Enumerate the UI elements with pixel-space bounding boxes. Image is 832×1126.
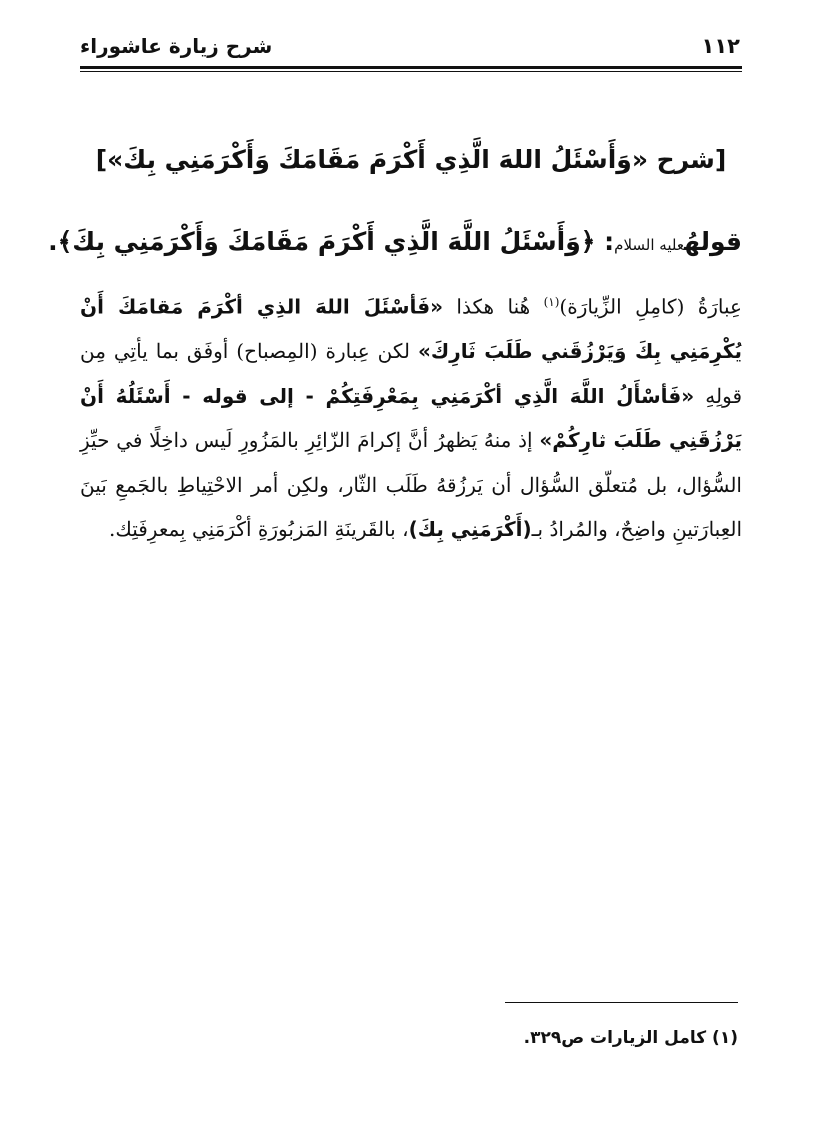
- quoted-phrase-inline: (أَكْرَمَنِي بِكَ): [408, 517, 532, 542]
- commentary-paragraph: [80, 280, 742, 552]
- footnote-separator: [505, 1002, 738, 1003]
- quote-intro: قولهُ: [684, 227, 742, 256]
- quoted-variant-later: «فَأسْأَلُ اللَّهَ الَّذِي أكْرَمَنِي بِمَعْرِفَتِكُمْ - إلى قوله - أَسْئَلُهُ أَنْ يَرْزُقَنِي طَلَبَ ثارِكُمْ»: [80, 383, 743, 453]
- body-segment: لكن عِبارة (المِصباح) أوفَق بما يأتِي مِن قولِهِ: [80, 339, 742, 408]
- body-segment: هُنا هكذا: [443, 294, 544, 319]
- footnote: (١) كامل الزيارات ص٣٢٩.: [523, 1028, 738, 1048]
- quoted-variant-kamil: «فَأسْئَلَ اللهَ الذِي أكْرَمَ مَقامَكَ أَنْ يُكْرِمَنِي بِكَ وَيَرْزُقَني طَلَبَ ثَارِكَ»: [80, 294, 743, 364]
- running-header: [80, 28, 740, 64]
- footnote-reference: (١): [543, 295, 560, 309]
- quote-text: : ﴿وَأَسْئَلُ اللَّهَ الَّذِي أَكْرَمَ مَقَامَكَ وَأَكْرَمَنِي بِكَ﴾.: [48, 227, 615, 256]
- honorific-ligature: عليه السلام: [614, 236, 685, 254]
- body-segment: إذ منهُ يَظهرُ أنَّ إكرامَ الزّائِرِ بالمَزُورِ لَيس داخِلًا في حيِّزِ السُّؤال، بل مُتعلّق السُّؤال أن يَرزُقهُ طَلَب الثّار، ولكِن أمر الاحْتِياطِ بالجَمعِ بَينَ العِبارَتينِ واضِحٌ، والمُرادُ بـ: [80, 428, 742, 542]
- quoted-phrase: [48, 220, 742, 267]
- page-number: ١١٢: [701, 34, 740, 58]
- section-title: [شرح «وَأَسْئَلُ اللهَ الَّذِي أَكْرَمَ مَقَامَكَ وَأَكْرَمَنِي بِكَ»]: [95, 145, 727, 174]
- body-segment: ، بالقَرينَةِ المَزبُورَةِ أكْرَمَنِي بِمعرِفَتِك.: [109, 517, 409, 542]
- header-rule-thick: [80, 66, 742, 69]
- header-rule-thin: [80, 71, 742, 72]
- running-title: شرح زيارة عاشوراء: [80, 34, 273, 58]
- body-segment: عِبارَةُ (كامِلِ الزِّيارَة): [559, 294, 742, 319]
